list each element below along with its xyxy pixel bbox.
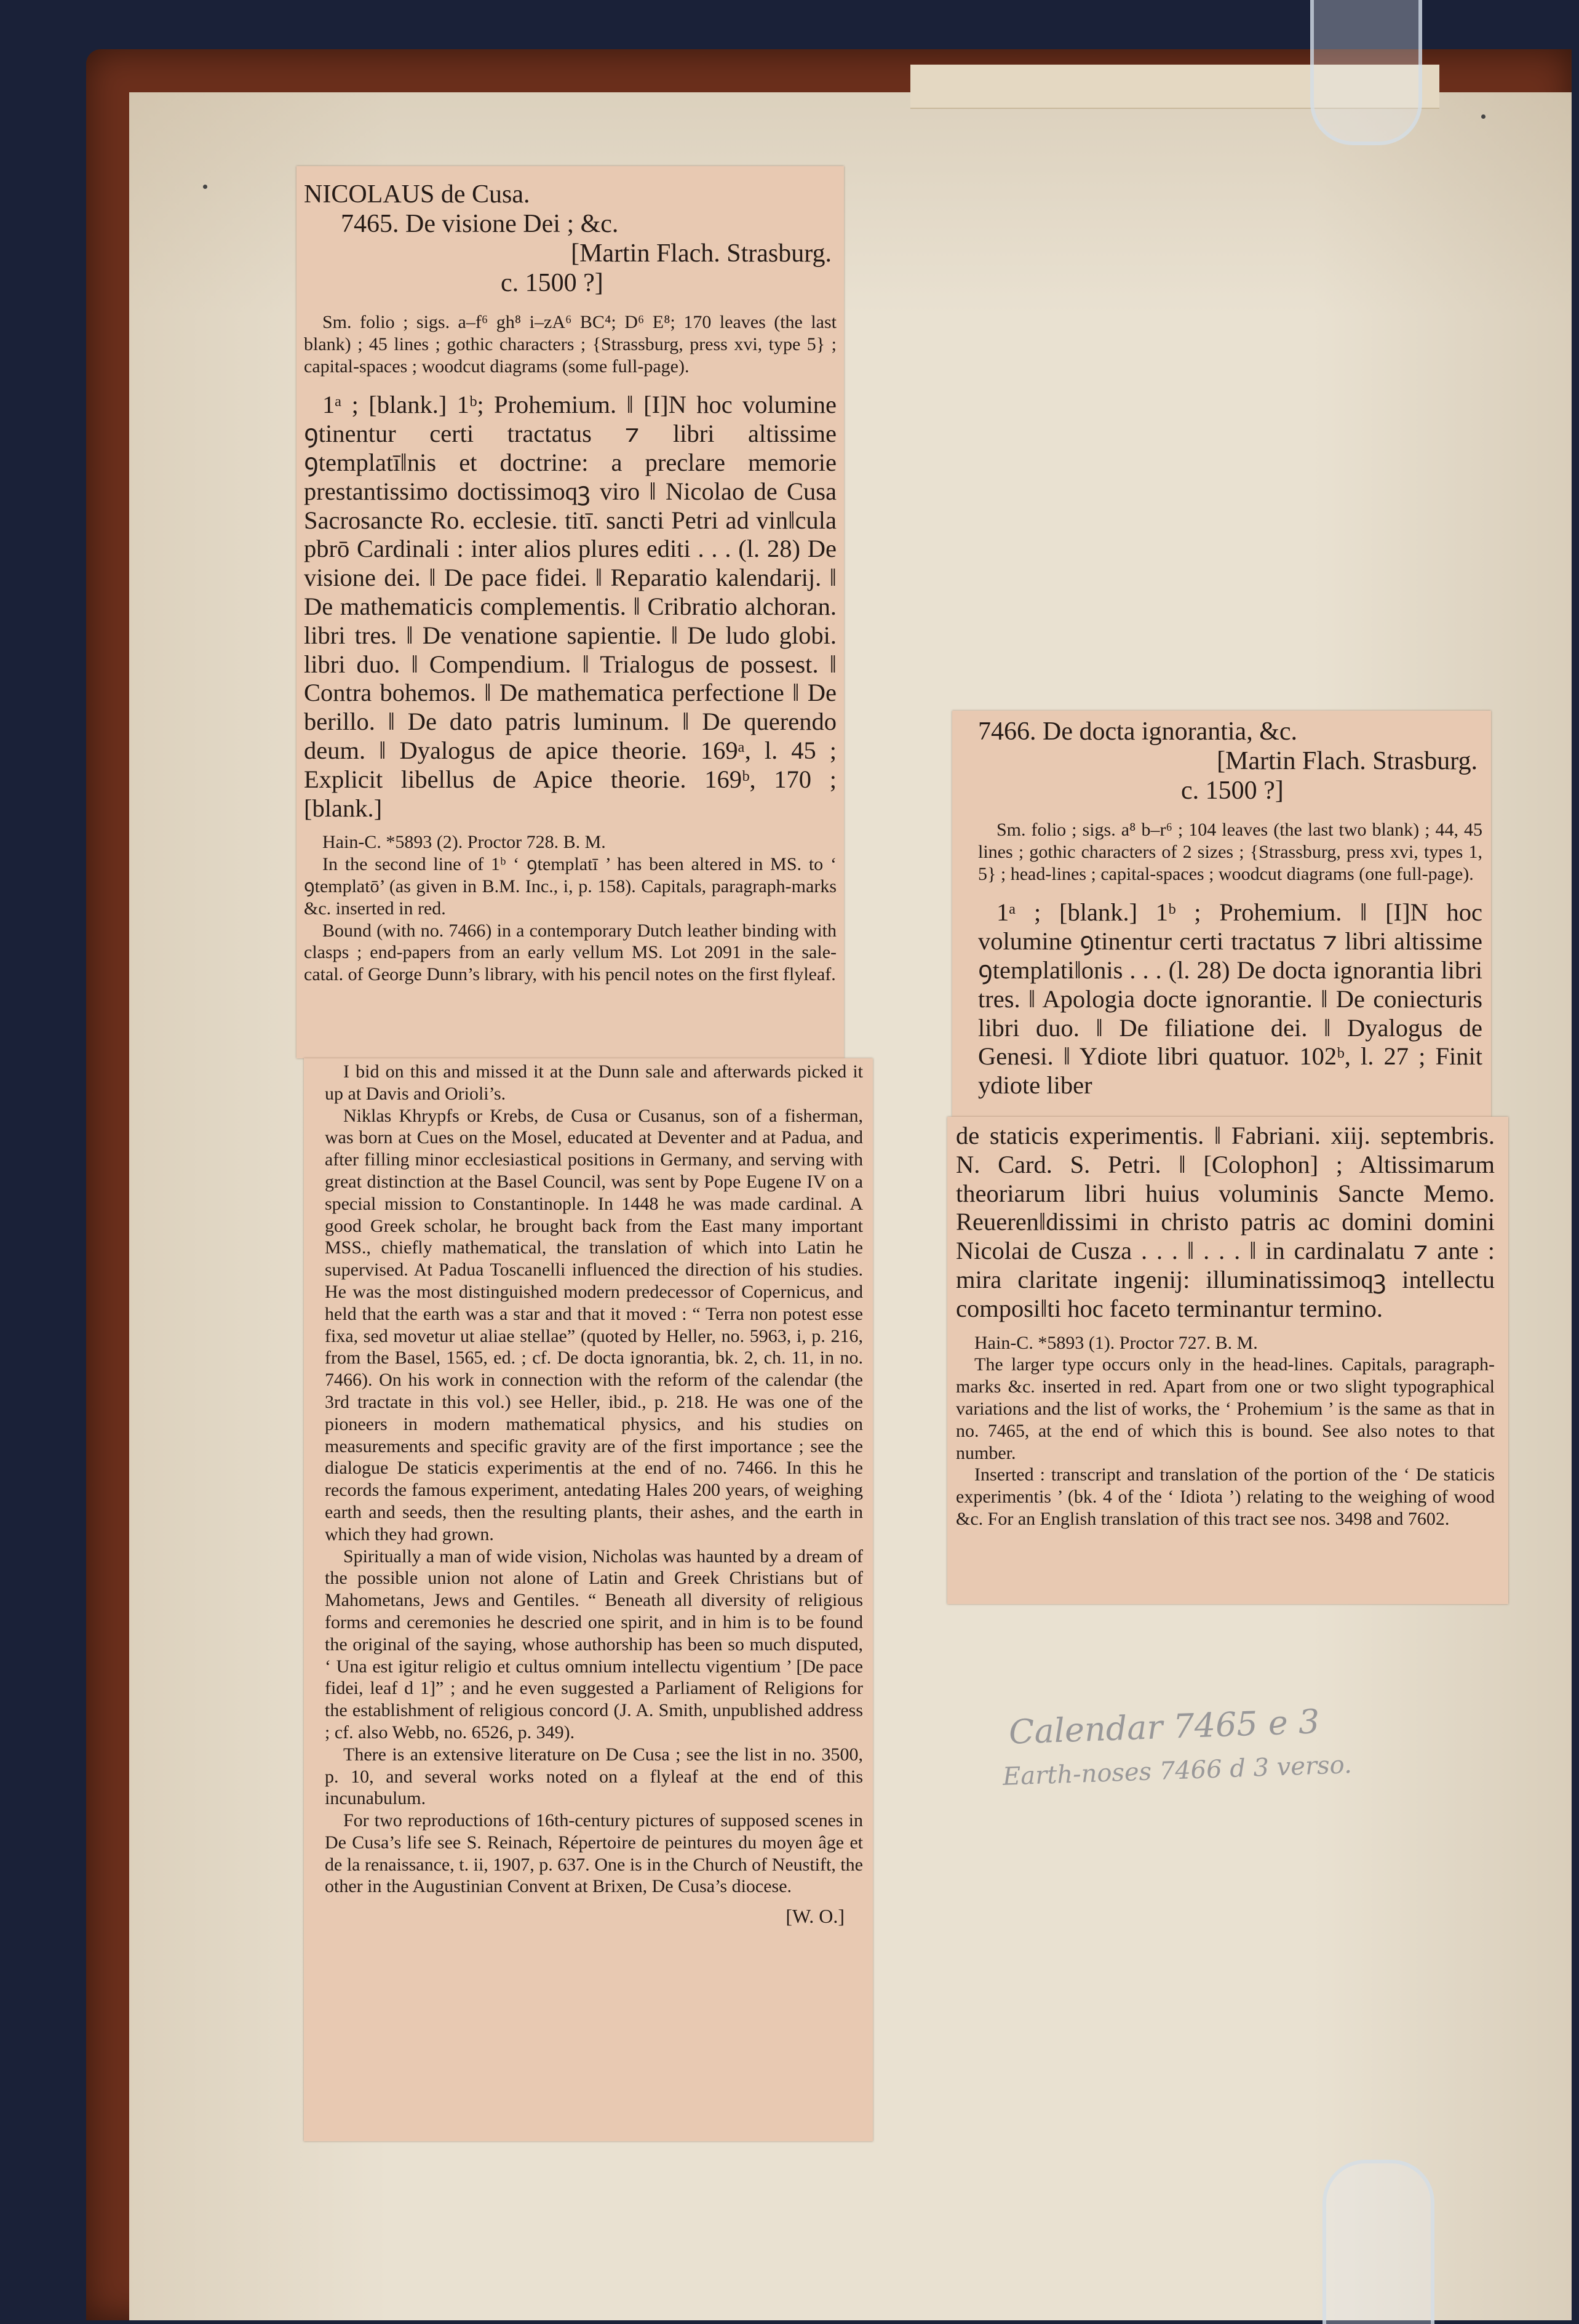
entry-title: 7466. De docta ignorantia, &c.: [978, 717, 1298, 746]
catalogue-slip-7466-continued: [947, 1117, 1508, 1604]
transcription: 1ᵃ ; [blank.] 1ᵇ; Prohemium. ‖ [I]N hoc volumine ꝯtinentur certi tractatus ⁊ libri altissime ꝯtemplatī‖nis et doctrine: a preclare memorie prestantissimo doctissimoqꝫ viro ‖ Nicolao de Cusa Sacrosancte Ro. ecclesie. titī. sancti Petri ad vin‖cula pbrō Cardinali : inter alios plures editi . . . (l. 28) De visione dei. ‖ De pace fidei. ‖ Reparatio kalendarij. ‖ De mathematicis complementis. ‖ Cribratio alchoran. libri tres. ‖ De venatione sapientie. ‖ De ludo globi. libri duo. ‖ Compendium. ‖ Trialogus de possest. ‖ Contra bohemos. ‖ De mathematica perfectione ‖ De berillo. ‖ De dato patris luminum. ‖ De querendo deum. ‖ Dyalogus de apice theorie. 169ᵃ, l. 45 ; Explicit libellus de Apice theorie. 169ᵇ, 170 ; [blank.]: [304, 391, 837, 822]
catalogue-slip-7465: [296, 166, 844, 1058]
commentary-paragraph: I bid on this and missed it at the Dunn sale and afterwards picked it up at Davis and Orioli’s.: [325, 1061, 863, 1104]
transcription: 1ᵃ ; [blank.] 1ᵇ ; Prohemium. ‖ [I]N hoc volumine ꝯtinentur certi tractatus ⁊ libri altissime ꝯtemplati‖onis . . . (l. 28) De docta ignorantia libri tres. ‖ Apologia docte ignorantie. ‖ De coniecturis libri duo. ‖ De filiatione dei. ‖ Dyalogus de Genesi. ‖ Ydiote libri quatuor. 102ᵇ, l. 27 ; Finit ydiote liber: [978, 898, 1482, 1100]
signature: [W. O.]: [786, 1905, 845, 1928]
commentary-paragraph: There is an extensive literature on De Cusa ; see the list in no. 3500, p. 10, and several works noted on a flyleaf at the end of this incunabulum.: [325, 1744, 863, 1809]
note: In the second line of 1ᵇ ‘ ꝯtemplatī ’ has been altered in MS. to ‘ ꝯtemplatō’ (as given in B.M. Inc., i, p. 158). Capitals, paragraph-marks &c. inserted in red.: [304, 854, 837, 919]
transcription-continued: de staticis experimentis. ‖ Fabriani. xiij. septembris. N. Card. S. Petri. ‖ [Colophon] ; Altissimarum theoriarum libri huius voluminis Sancte Memo. Reueren‖dissimi in christo patris ac domini domini Nicolai de Cusza . . . ‖ . . . ‖ in cardinalatu ⁊ ante : mira claritate ingenij: illuminatissimoqꝫ intellectu composi‖ti hoc faceto terminantur termino.: [956, 1122, 1495, 1322]
inserted-note: Inserted : transcript and translation of the portion of the ‘ De staticis experimentis ’ (bk. 4 of the ‘ Idiota ’) relating to the weighing of wood &c. For an English translation of this tract see nos. 3498 and 7602.: [956, 1464, 1495, 1529]
entry-imprint: [Martin Flach. Strasburg.: [571, 239, 832, 268]
references: Hain-C. *5893 (2). Proctor 728. B. M.: [322, 832, 606, 853]
pencil-annotation: Calendar 7465 e 3: [1008, 1702, 1321, 1752]
author-heading: NICOLAUS de Cusa.: [304, 180, 530, 209]
page-clip-bottom: [1322, 2160, 1434, 2324]
catalogue-slip-7466: [952, 711, 1491, 1117]
commentary-paragraph: Niklas Khrypfs or Krebs, de Cusa or Cusanus, son of a fisherman, was born at Cues on the Mosel, educated at Deventer and at Padua, and after filling minor ecclesiastical positions in Germany, and serving with great distinction at the Basel Council, was sent by Pope Eugene IV on a special mission to Constantinople. In 1448 he was made cardinal. A good Greek scholar, he brought back from the East many important MSS., chiefly mathematical, the translation of which into Latin he supervised. At Padua Toscanelli influenced the direction of his studies. He was the most distinguished modern predecessor of Copernicus, and held that the earth was a star and that it moved : “ Terra non potest esse fixa, sed movetur ut aliae stellae” (quoted by Heller, no. 5963, i, p. 216, from the Basel, 1565, ed. ; cf. De docta ignorantia, bk. 2, ch. 11, in no. 7466). On his work in connection with the reform of the calendar (the 3rd tractate in this vol.) see Heller, ibid., p. 218. He was one of the pioneers in modern mathematical physics, and his studies on measurements and specific gravity are of the first importance ; see the dialogue De staticis experimentis at the end of no. 7466. In this he records the famous experiment, antedating Hales 200 years, of weighing earth and seeds, then the resulting plants, their ashes, and the earth in which they had grown.: [325, 1105, 863, 1544]
collation: Sm. folio ; sigs. a–f⁶ gh⁸ i–zA⁶ BC⁴; D⁶ E⁸; 170 leaves (the last blank) ; 45 lines ; gothic characters ; {Strassburg, press xvi, type 5} ; capital-spaces ; woodcut diagrams (some full-page).: [304, 312, 837, 377]
commentary-slip: [304, 1058, 873, 2141]
commentary-paragraph: Spiritually a man of wide vision, Nicholas was haunted by a dream of the possible union not alone of Latin and Greek Christians but of Mahometans, Jews and Gentiles. “ Beneath all diversity of religious forms and ceremonies he descried one spirit, and in him is to be found the original of the saying, whose authorship has been so much disputed, ‘ Una est igitur religio et cultus omnium intellectu vigentium ’ [De pace fidei, leaf d 1]” ; and he even suggested a Parliament of Religions for the establishment of religious concord (J. A. Smith, unpublished address ; cf. also Webb, no. 6526, p. 349).: [325, 1546, 863, 1743]
references: Hain-C. *5893 (1). Proctor 727. B. M.: [974, 1332, 1258, 1353]
page-mark: [1481, 114, 1486, 119]
entry-date: c. 1500 ?]: [1181, 777, 1284, 805]
entry-date: c. 1500 ?]: [501, 269, 603, 297]
pencil-annotation: Earth-noses 7466 d 3 verso.: [1002, 1751, 1353, 1791]
binding-note: Bound (with no. 7466) in a contemporary Dutch leather binding with clasps ; end-papers from an early vellum MS. Lot 2091 in the sale-catal. of George Dunn’s library, with his pencil notes on the first flyleaf.: [304, 920, 837, 985]
entry-imprint: [Martin Flach. Strasburg.: [1217, 747, 1478, 775]
page-clip-top: [1310, 0, 1422, 145]
collation: Sm. folio ; sigs. a⁸ b–r⁶ ; 104 leaves (the last two blank) ; 44, 45 lines ; gothic characters of 2 sizes ; {Strassburg, press xvi, types 1, 5} ; head-lines ; capital-spaces ; woodcut diagrams (one full-page).: [978, 820, 1482, 884]
entry-title: 7465. De visione Dei ; &c.: [341, 210, 619, 238]
commentary-paragraph: For two reproductions of 16th-century pictures of supposed scenes in De Cusa’s life see S. Reinach, Répertoire de peintures du moyen âge et de la renaissance, t. ii, 1907, p. 637. One is in the Church of Neustift, the other in the Augustinian Convent at Brixen, De Cusa’s diocese.: [325, 1810, 863, 1897]
note: The larger type occurs only in the head-lines. Capitals, paragraph-marks &c. inserted in red. Apart from one or two slight typographical variations and the list of works, the ‘ Prohemium ’ is the same as that in no. 7465, at the end of which this is bound. See also notes to that number.: [956, 1354, 1495, 1463]
page-mark: [203, 185, 207, 189]
